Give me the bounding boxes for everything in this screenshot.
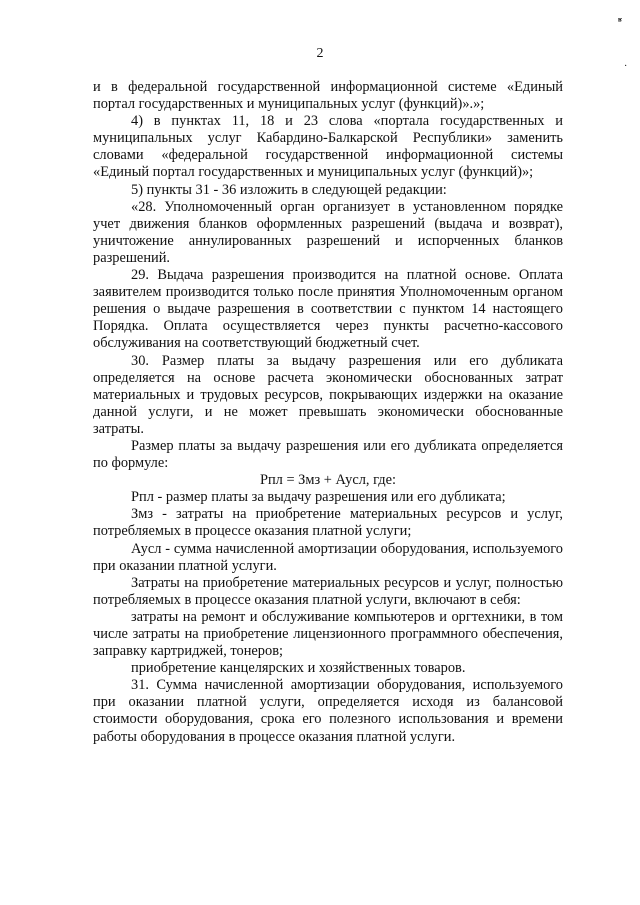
fee-formula: Рпл = Змз + Аусл, где: [259,472,397,489]
page-number: 2 [316,46,324,61]
margin-mark: · [624,61,628,72]
document-body [93,79,563,746]
formula-definition-rpl: Рпл - размер платы за выдачу разрешения или его дубликата; [131,489,506,506]
paragraph-fee-formula-intro: Размер платы за выдачу разрешения или его дубликата определяется по формуле: [93,437,563,472]
paragraph-office-supplies: приобретение канцелярских и хозяйственных товаров. [131,660,466,677]
paragraph-clause-30: 30. Размер платы за выдачу разрешения или его дубликата определяется на основе расчета экономически обоснованных затрат материальных и трудовых ресурсов, покрывающих издержки на оказание данной услуги, и не может превышать экономически обоснованные затраты. [93,352,563,437]
paragraph-clause-29: 29. Выдача разрешения производится на платной основе. Оплата заявителем производится только после принятия Уполномоченным органом решения о выдаче разрешения в соответствии с пунктом 14 настоящего Порядка. Оплата осуществляется через пункты расчетно-кассового обслуживания на соответствующий бюджетный счет. [93,267,563,352]
formula-definition-ausl: Аусл - сумма начисленной амортизации оборудования, используемого при оказании платной услуги. [93,540,563,574]
paragraph-material-costs: Затраты на приобретение материальных ресурсов и услуг, полностью потребляемых в процессе оказания платной услуги, включают в себя: [93,574,563,608]
paragraph-clause-28: «28. Уполномоченный орган организует в установленном порядке учет движения бланков оформленных разрешений (выдача и возврат), уничтожение аннулированных разрешений и испорченных бланков разрешений. [93,198,563,266]
paragraph-portal-continuation: и в федеральной государственной информационной системе «Единый портал государственных и муниципальных услуг (функций)».»; [93,79,563,113]
paragraph-item-4: 4) в пунктах 11, 18 и 23 слова «портала государственных и муниципальных услуг Кабардино-Балкарской Республики» заменить словами «федеральной государственной информационной системы «Единый портал государственных и муниципальных услуг (функций)»; [93,113,563,181]
paragraph-item-5: 5) пункты 31 - 36 изложить в следующей редакции: [131,181,447,198]
paragraph-clause-31: 31. Сумма начисленной амортизации оборудования, используемого при оказании платной услуги, определяется исходя из балансовой стоимости оборудования, срока его полезного использования и времени работы оборудования в процессе оказания платной услуги. [93,677,563,745]
paragraph-maintenance-costs: затраты на ремонт и обслуживание компьютеров и оргтехники, в том числе затраты на приобретение лицензионного программного обеспечения, заправку картриджей, тонеров; [93,608,563,660]
corner-mark: ʶ [618,14,623,28]
formula-definition-zmz: Змз - затраты на приобретение материальных ресурсов и услуг, потребляемых в процессе оказания платной услуги; [93,506,563,540]
